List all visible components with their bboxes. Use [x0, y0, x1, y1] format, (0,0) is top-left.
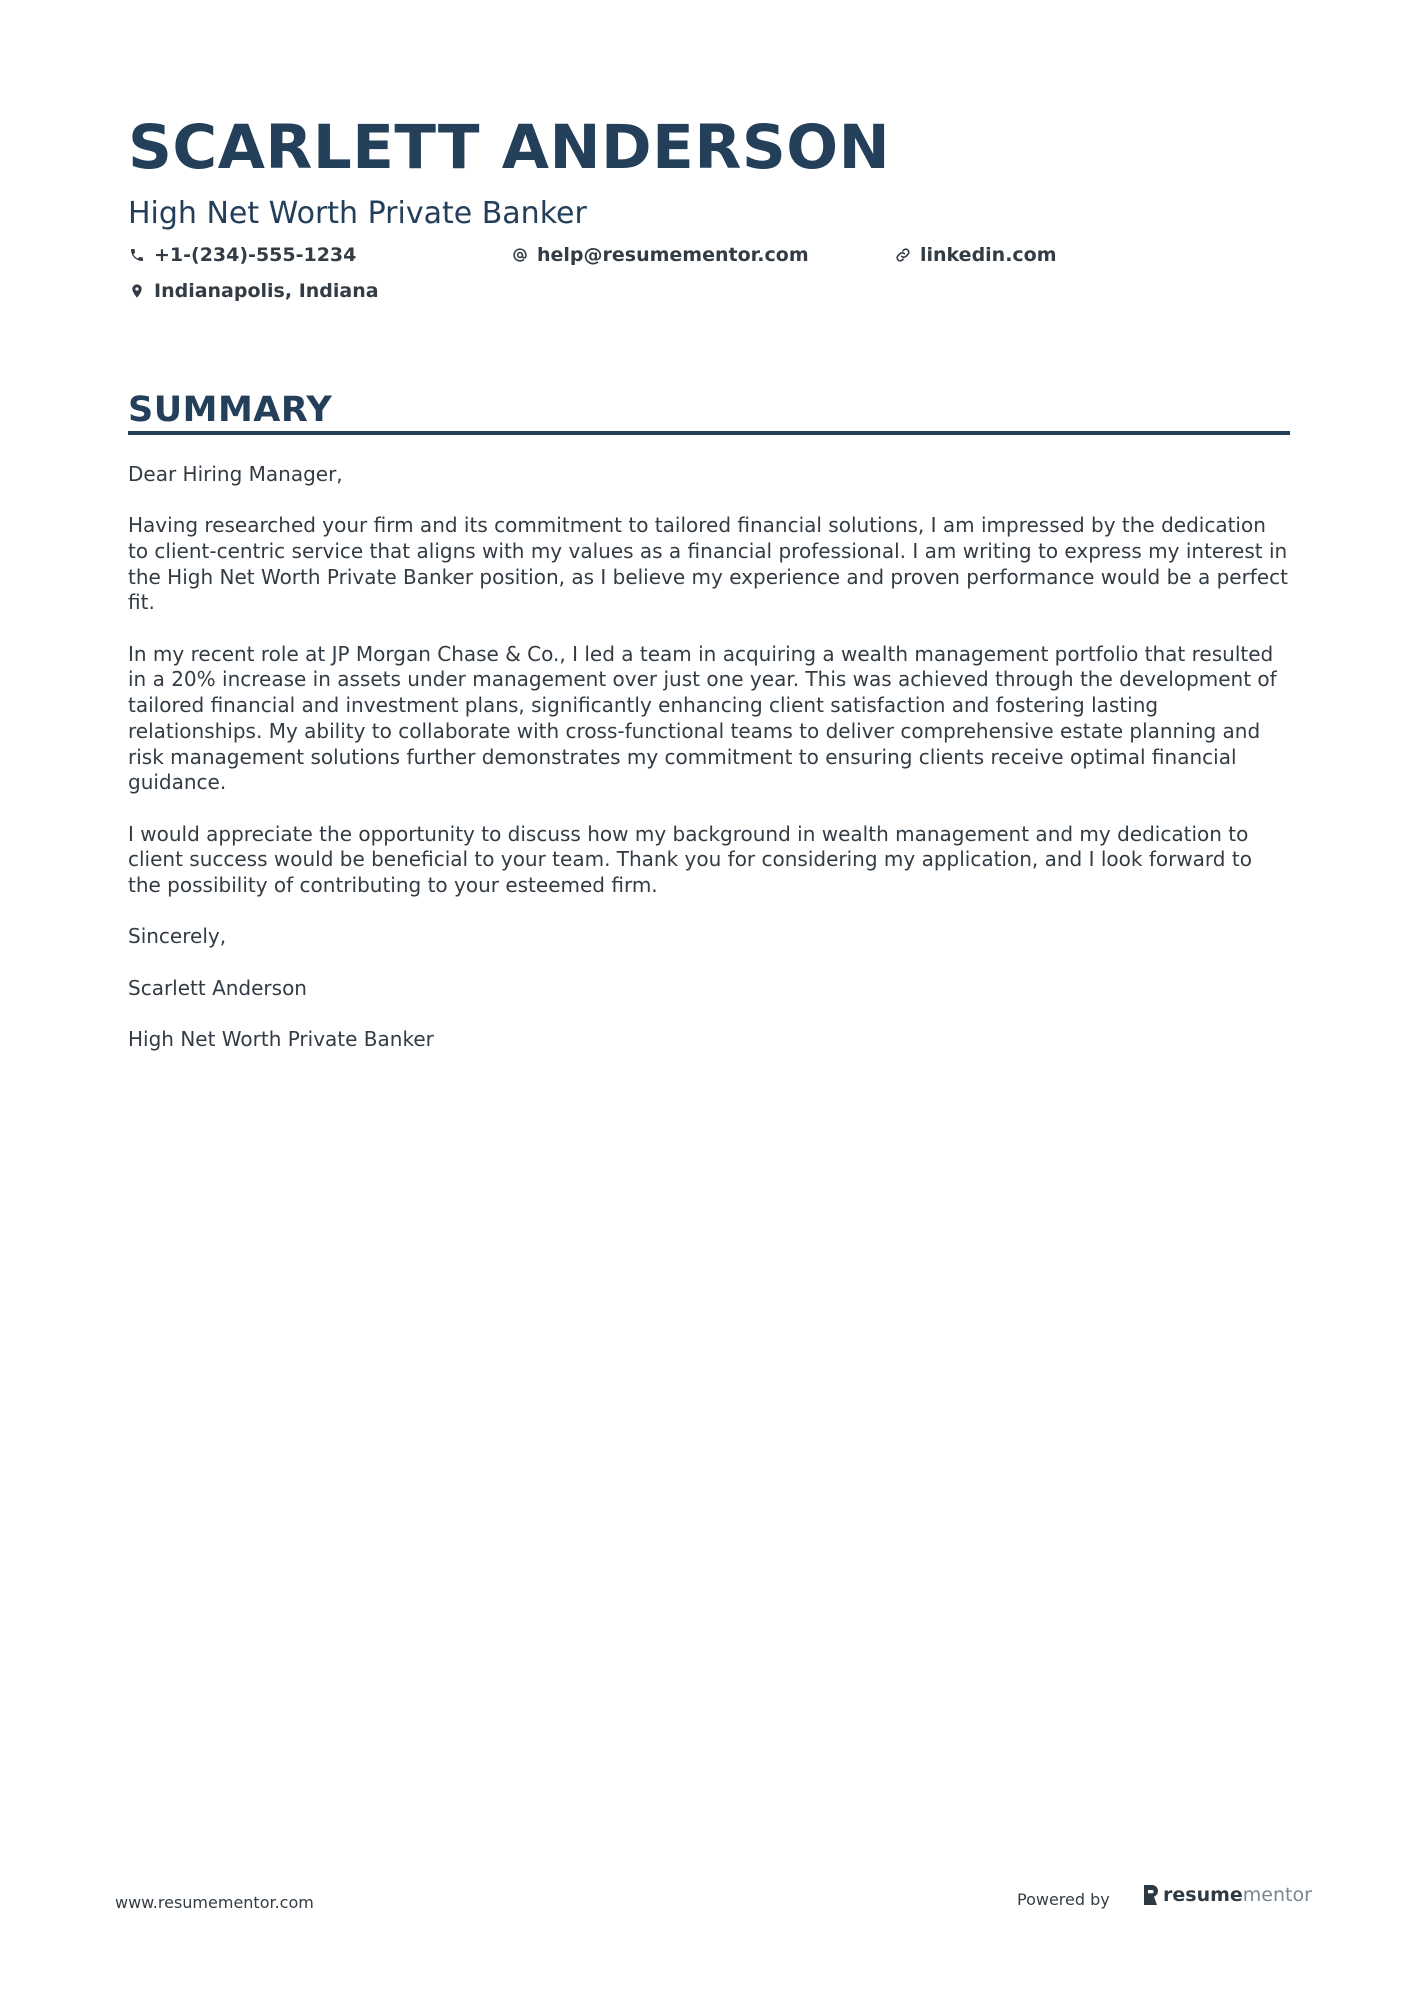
- location-text: Indianapolis, Indiana: [154, 280, 379, 302]
- contact-email: [511, 244, 809, 266]
- resumementor-logo-icon: [1140, 1884, 1160, 1906]
- header: [128, 108, 1288, 324]
- signature-title: High Net Worth Private Banker: [128, 1026, 434, 1051]
- candidate-name: SCARLETT ANDERSON: [128, 112, 891, 183]
- phone-text: +1-(234)-555-1234: [154, 244, 357, 266]
- link-text: linkedin.com: [920, 244, 1057, 266]
- letter-greeting: Dear Hiring Manager,: [128, 462, 343, 486]
- brand-name-part1: resume: [1163, 1884, 1243, 1906]
- letter-body: [128, 462, 1290, 1078]
- contact-info: [128, 244, 1288, 324]
- letter-closing: Sincerely,: [128, 924, 227, 949]
- signature-name: Scarlett Anderson: [128, 975, 307, 1000]
- brand-name-part2: mentor: [1242, 1884, 1312, 1906]
- candidate-title: High Net Worth Private Banker: [128, 196, 587, 231]
- section-title-summary: SUMMARY: [128, 390, 333, 430]
- phone-icon: [128, 246, 146, 264]
- section-divider: [128, 431, 1290, 435]
- footer-website-link[interactable]: www.resumementor.com: [115, 1893, 314, 1912]
- email-text: help@resumementor.com: [537, 244, 809, 266]
- letter-paragraph: In my recent role at JP Morgan Chase & Co., I led a team in acquiring a wealth management portfolio that resulted in a 20% increase in assets under management over just one year. This was achieved through the development of tailored financial and investment plans, significantly enhancing client satisfaction and fostering lasting relationships. My ability to collaborate with cross-functional teams to deliver comprehensive estate planning and risk management solutions further demonstrates my commitment to ensuring clients receive optimal financial guidance.: [128, 641, 1277, 795]
- footer-powered-by: Powered by: [1017, 1890, 1110, 1909]
- letter-paragraph: Having researched your firm and its commitment to tailored financial solutions, I am impressed by the dedication to client-centric service that aligns with my values as a financial professional. I am writing to express my interest in the High Net Worth Private Banker position, as I believe my experience and proven performance would be a perfect fit.: [128, 513, 1288, 615]
- location-pin-icon: [128, 282, 146, 300]
- contact-phone: [128, 244, 356, 266]
- contact-location: [128, 280, 379, 302]
- at-icon: [511, 246, 529, 264]
- footer-brand-logo[interactable]: [1140, 1884, 1312, 1906]
- contact-link: [894, 244, 1057, 266]
- link-icon: [894, 246, 912, 264]
- letter-paragraph: I would appreciate the opportunity to discuss how my background in wealth management and my dedication to client success would be beneficial to your team. Thank you for considering my application, and I look forward to the possibility of contributing to your esteemed firm.: [128, 821, 1252, 897]
